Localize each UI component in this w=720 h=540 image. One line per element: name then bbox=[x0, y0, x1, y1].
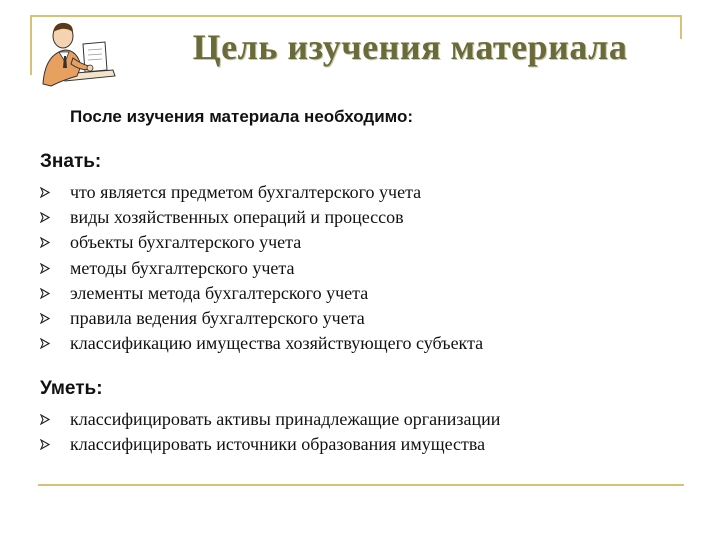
arrow-bullet-icon bbox=[40, 187, 50, 198]
can-heading: Уметь: bbox=[40, 378, 103, 399]
arrow-bullet-icon bbox=[40, 237, 50, 248]
list-item bbox=[40, 331, 483, 356]
know-list bbox=[40, 180, 483, 356]
arrow-bullet-icon bbox=[40, 439, 50, 450]
list-item-text: классифицировать активы принадлежащие организации bbox=[70, 409, 501, 429]
list-item bbox=[40, 205, 483, 230]
list-item-text: классификацию имущества хозяйствующего субъекта bbox=[70, 333, 484, 354]
can-list bbox=[40, 407, 500, 457]
list-item bbox=[40, 230, 483, 255]
list-item bbox=[40, 180, 483, 205]
top-rule bbox=[30, 15, 680, 17]
list-item-text: виды хозяйственных операций и процессов bbox=[70, 207, 404, 228]
list-item bbox=[40, 306, 483, 331]
arrow-bullet-icon bbox=[40, 338, 50, 349]
arrow-bullet-icon bbox=[40, 263, 50, 274]
right-corner-rule bbox=[680, 15, 682, 39]
list-item-text: объекты бухгалтерского учета bbox=[70, 232, 302, 253]
list-item bbox=[40, 256, 483, 281]
list-item-text: правила ведения бухгалтерского учета bbox=[70, 307, 365, 328]
list-item-text: методы бухгалтерского учета bbox=[70, 257, 295, 278]
person-at-desk-clipart bbox=[33, 14, 117, 90]
list-item bbox=[40, 407, 500, 432]
left-corner-rule bbox=[30, 15, 32, 75]
list-item-text: что является предметом бухгалтерского учета bbox=[70, 182, 422, 202]
list-item bbox=[40, 432, 500, 457]
slide-subtitle: После изучения материала необходимо: bbox=[70, 107, 414, 126]
list-item bbox=[40, 281, 483, 306]
slide-title: Цель изучения материала bbox=[192, 27, 628, 67]
know-heading: Знать: bbox=[40, 151, 102, 172]
arrow-bullet-icon bbox=[40, 288, 50, 299]
arrow-bullet-icon bbox=[40, 313, 50, 324]
list-item-text: классифицировать источники образования имущества bbox=[70, 434, 486, 455]
arrow-bullet-icon bbox=[40, 414, 50, 425]
bottom-rule bbox=[38, 484, 684, 486]
list-item-text: элементы метода бухгалтерского учета bbox=[70, 282, 369, 303]
arrow-bullet-icon bbox=[40, 212, 50, 223]
